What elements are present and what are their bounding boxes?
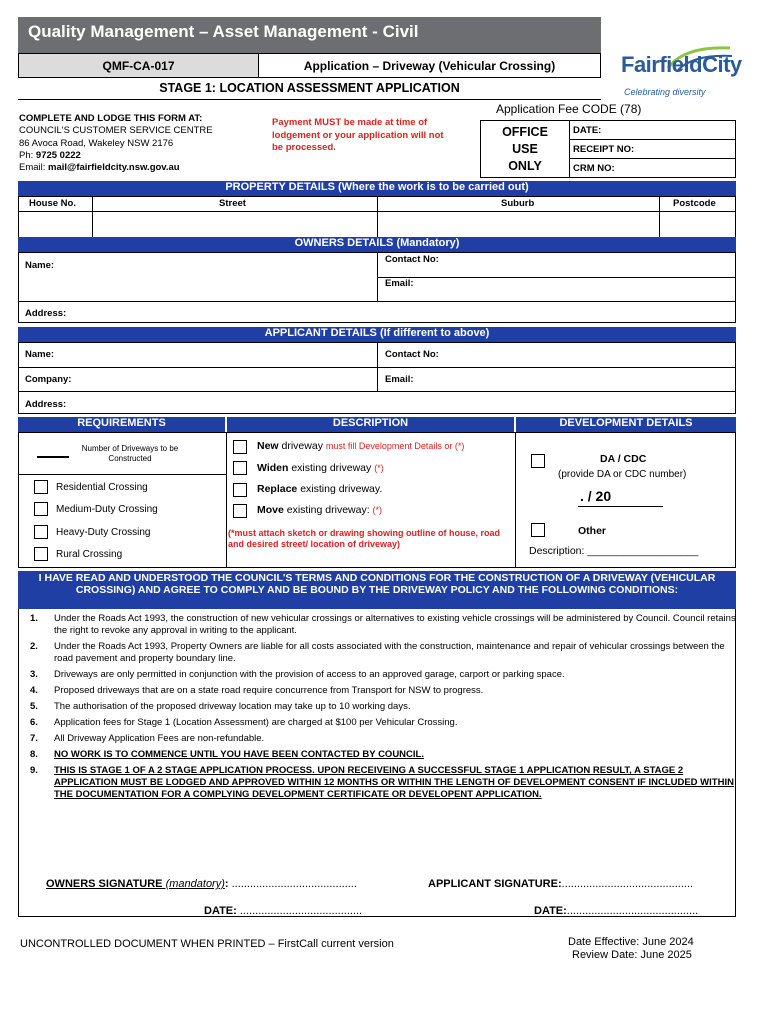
terms-signature-frame — [18, 609, 736, 917]
residential-crossing-label: Residential Crossing — [56, 482, 148, 493]
form-code-row — [18, 53, 601, 78]
heavy-duty-crossing-label: Heavy-Duty Crossing — [56, 527, 151, 538]
rural-crossing-label: Rural Crossing — [56, 549, 123, 560]
property-details-grid — [18, 196, 736, 238]
medium-duty-crossing-label: Medium-Duty Crossing — [56, 504, 158, 515]
requirements-header: REQUIREMENTS — [18, 417, 225, 432]
phone-label: Ph: — [19, 149, 36, 161]
email-link[interactable]: mail@fairfieldcity.nsw.gov.au — [48, 162, 180, 174]
email-label: Email: — [19, 162, 49, 174]
logo-tagline: Celebrating diversity — [624, 87, 706, 97]
owner-contact-label: Contact No: — [385, 254, 439, 265]
num-driveways-line[interactable] — [37, 456, 69, 458]
da-cdc-note: (provide DA or CDC number) — [558, 469, 687, 480]
office-use-label: OFFICE USE ONLY — [481, 121, 570, 177]
form-name: Application – Driveway (Vehicular Crossing) — [303, 59, 556, 73]
office-date-field[interactable]: DATE: — [570, 121, 735, 140]
other-description-field[interactable]: Description: ___________________ — [529, 545, 699, 557]
replace-driveway-label: Replace existing driveway. — [257, 483, 383, 495]
owners-details-grid — [18, 252, 736, 323]
footer-date-effective: Date Effective: June 2024 — [568, 936, 694, 948]
new-driveway-checkbox[interactable] — [233, 440, 247, 454]
other-checkbox[interactable] — [531, 523, 545, 537]
form-code: QMF-CA-017 — [19, 54, 259, 77]
lodge-street: 86 Avoca Road, Wakeley NSW 2176 — [19, 137, 174, 149]
footer-review-date: Review Date: June 2025 — [572, 949, 692, 961]
applicant-company-label: Company: — [25, 374, 72, 385]
term-item: 8. NO WORK IS TO COMMENCE UNTIL YOU HAVE BEEN CONTACTED BY COUNCIL. — [30, 749, 424, 760]
stage-title: STAGE 1: LOCATION ASSESSMENT APPLICATION — [18, 78, 601, 100]
rural-crossing-checkbox[interactable] — [34, 547, 48, 561]
applicant-details-grid — [18, 342, 736, 414]
da-cdc-number-field[interactable]: . / 20 — [580, 488, 612, 504]
postcode-label: Postcode — [673, 198, 716, 209]
term-item: 9. THIS IS STAGE 1 OF A 2 STAGE APPLICATION PROCESS. UPON RECEIVEING A SUCCESSFUL STAGE 1 APPLICATION RESULT, A STAGE 2 APPLICATION MUST BE LODGED AND APPROVED WITHIN 12 MONTHS OR WITHIN THE LENGTH OF DEVELOPMENT CONSENT IF INCLUDED WITHIN THE DOCUMENTATION FOR A COMPLYING DEVELOPMENT CERTIFICATE OR DEVELOPENT APPLICATION. — [30, 765, 734, 800]
office-use-box — [480, 120, 736, 178]
house-no-input[interactable] — [93, 212, 377, 237]
owner-email-label: Email: — [385, 278, 414, 289]
payment-note: Payment MUST be made at time of lodgement or your application will not be processed. — [272, 117, 444, 153]
term-item: 7. All Driveway Application Fees are non-refundable. — [30, 733, 265, 744]
owner-address-label: Address: — [25, 308, 67, 319]
property-details-bar: PROPERTY DETAILS (Where the work is to be carried out) — [18, 181, 736, 196]
owner-name-label: Name: — [25, 260, 55, 271]
move-driveway-checkbox[interactable] — [233, 504, 247, 518]
sketch-requirement-note: (*must attach sketch or drawing showing outline of house, road and desired street/ location of driveway) — [228, 528, 501, 549]
applicant-details-bar: APPLICANT DETAILS (If different to above) — [18, 327, 736, 342]
heavy-duty-crossing-checkbox[interactable] — [34, 525, 48, 539]
residential-crossing-checkbox[interactable] — [34, 480, 48, 494]
applicant-contact-label: Contact No: — [385, 349, 439, 360]
other-label: Other — [578, 525, 607, 537]
lodge-address-block — [19, 113, 213, 174]
applicant-address-label: Address: — [25, 399, 67, 410]
terms-agreement-bar: I HAVE READ AND UNDERSTOOD THE COUNCIL'S TERMS AND CONDITIONS FOR THE CONSTRUCTION OF A DRIVEWAY (VEHICULAR CROSSING) AND AGREE TO COMPLY AND BE BOUND BY THE DRIVEWAY POLICY AND THE FOLLOWING CONDITIONS: — [18, 571, 736, 609]
term-item: 6. Application fees for Stage 1 (Location Assessment) are charged at $100 per Vehicular Crossing. — [30, 717, 458, 728]
term-item: 2. Under the Roads Act 1993, Property Owners are liable for all costs associated with the construction, maintenance and repair of vehicular crossings between the road pavement and property boundary line. — [30, 641, 725, 664]
replace-driveway-checkbox[interactable] — [233, 483, 247, 497]
form-title: Quality Management – Asset Management - Civil — [18, 17, 601, 53]
application-fee-code: Application Fee CODE (78) — [496, 102, 642, 116]
lodge-centre: COUNCIL'S CUSTOMER SERVICE CENTRE — [19, 125, 213, 137]
description-header: DESCRIPTION — [227, 417, 514, 432]
owners-details-bar: OWNERS DETAILS (Mandatory) — [18, 237, 736, 252]
footer-uncontrolled-note: UNCONTROLLED DOCUMENT WHEN PRINTED – FirstCall current version — [20, 938, 394, 950]
widen-driveway-label: Widen existing driveway (*) — [257, 462, 384, 474]
owners-signature-field[interactable]: OWNERS SIGNATURE (mandatory): ......................................... — [46, 878, 357, 890]
owners-date-field[interactable]: DATE: ........................................ — [204, 905, 363, 917]
office-crm-field[interactable]: CRM NO: — [573, 163, 615, 174]
suburb-label: Suburb — [501, 198, 535, 209]
medium-duty-crossing-checkbox[interactable] — [34, 502, 48, 516]
applicant-name-label: Name: — [25, 349, 55, 360]
street-label: Street — [219, 198, 246, 209]
phone-number: 9725 0222 — [35, 149, 81, 161]
office-receipt-field[interactable]: RECEIPT NO: — [570, 140, 735, 159]
development-details-header: DEVELOPMENT DETAILS — [516, 417, 736, 432]
da-cdc-checkbox[interactable] — [531, 454, 545, 468]
widen-driveway-checkbox[interactable] — [233, 461, 247, 475]
term-item: 5. The authorisation of the proposed driveway location may take up to 10 working days. — [30, 701, 411, 712]
da-cdc-label: DA / CDC — [600, 453, 647, 465]
term-item: 4. Proposed driveways that are on a state road require concurrence from Transport for NSW to progress. — [30, 685, 484, 696]
applicant-date-field[interactable]: DATE:........................................... — [534, 905, 699, 917]
num-driveways-label: Number of Driveways to be Constructed — [81, 444, 179, 463]
lodge-heading: COMPLETE AND LODGE THIS FORM AT: — [19, 113, 203, 124]
applicant-email-label: Email: — [385, 374, 414, 385]
logo-text: FairfieldCity — [621, 52, 742, 77]
term-item: 3. Driveways are only permitted in conjunction with the provision of access to an approved garage, carport or parking space. — [30, 669, 565, 680]
move-driveway-label: Move existing driveway: (*) — [257, 504, 383, 516]
new-driveway-label: New driveway must fill Development Details or (*) — [257, 440, 465, 452]
house-no-label: House No. — [29, 198, 76, 209]
applicant-signature-field[interactable]: APPLICANT SIGNATURE:........................................... — [428, 878, 694, 890]
term-item: 1. Under the Roads Act 1993, the construction of new vehicular crossings or alternatives to existing vehicle crossings will be administered by Council. Council retains the right to revoke any approval in writing to the applicant. — [30, 613, 736, 636]
